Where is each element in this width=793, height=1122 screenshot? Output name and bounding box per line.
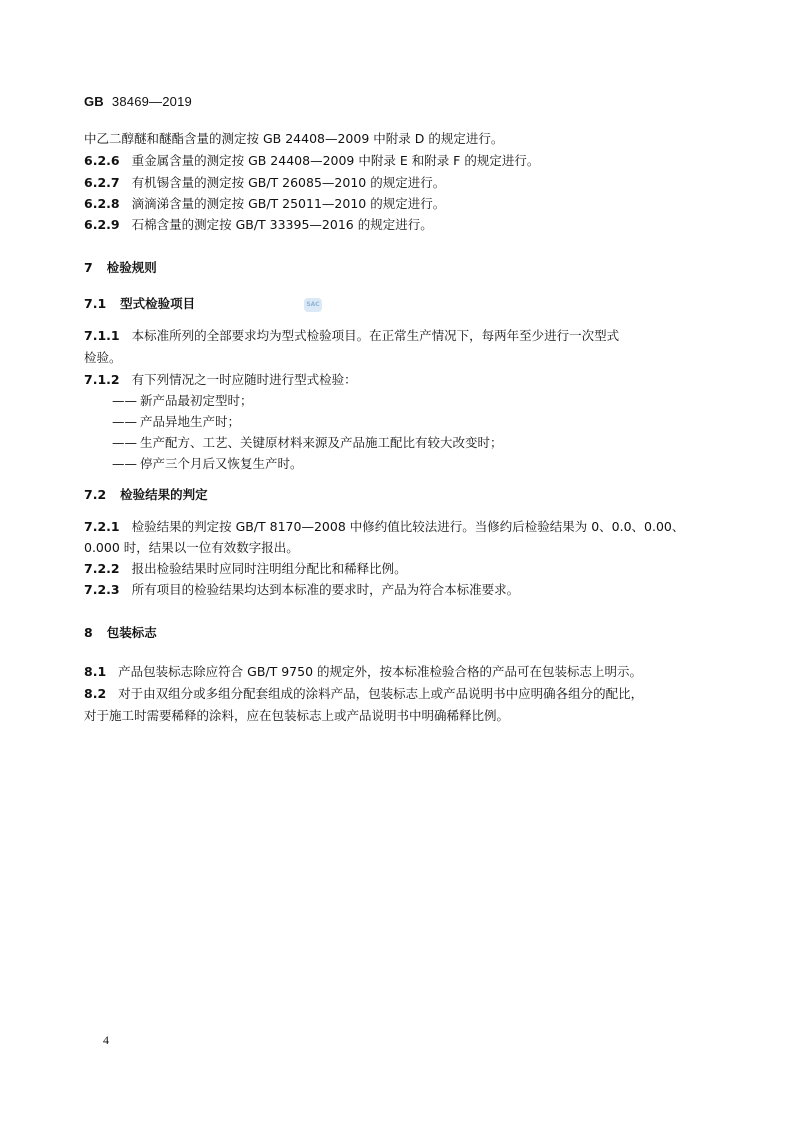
clause-text: 检验结果的判定按 GB/T 8170—2008 中修约值比较法进行。当修约后检验结果为 0、0.0、0.00、 bbox=[131, 519, 685, 534]
clause-number: 7.1.1 bbox=[84, 328, 120, 343]
list-dash: —— bbox=[112, 435, 137, 450]
section-heading-7-1 bbox=[84, 294, 709, 314]
section-number: 8 bbox=[84, 625, 93, 640]
list-item bbox=[112, 454, 709, 474]
section-heading-8 bbox=[84, 623, 709, 643]
list-item bbox=[112, 433, 709, 453]
list-dash: —— bbox=[112, 414, 137, 429]
page-number: 4 bbox=[103, 1033, 109, 1047]
clause-text: 有下列情况之一时应随时进行型式检验： bbox=[131, 372, 357, 387]
clause-8-1 bbox=[84, 662, 709, 682]
clause-text: 滴滴涕含量的测定按 GB/T 25011—2010 的规定进行。 bbox=[131, 196, 446, 211]
list-item-text: 停产三个月后又恢复生产时。 bbox=[140, 456, 303, 471]
clause-number: 8.2 bbox=[84, 686, 107, 701]
section-title: 包装标志 bbox=[106, 625, 157, 640]
clause-7-2-1-continued bbox=[84, 538, 709, 558]
section-title: 型式检验项目 bbox=[120, 296, 196, 311]
clause-number: 8.1 bbox=[84, 664, 107, 679]
section-heading-7-2 bbox=[84, 485, 709, 505]
clause-text: 本标准所列的全部要求均为型式检验项目。在正常生产情况下，每两年至少进行一次型式 bbox=[131, 328, 620, 343]
clause-7-2-1 bbox=[84, 517, 709, 537]
clause-text: 检验。 bbox=[84, 350, 122, 365]
clause-7-1-2 bbox=[84, 370, 709, 390]
clause-number: 7.2.3 bbox=[84, 582, 120, 597]
clause-number: 6.2.6 bbox=[84, 153, 120, 168]
clause-text: 所有项目的检验结果均达到本标准的要求时，产品为符合本标准要求。 bbox=[131, 582, 520, 597]
clause-7-1-1 bbox=[84, 326, 709, 346]
clause-6-2-6 bbox=[84, 151, 709, 171]
clause-text: 中乙二醇醚和醚酯含量的测定按 GB 24408—2009 中附录 D 的规定进行。 bbox=[84, 131, 504, 146]
standard-header bbox=[84, 94, 192, 109]
clause-text: 对于施工时需要稀释的涂料，应在包装标志上或产品说明书中明确稀释比例。 bbox=[84, 708, 510, 723]
clause-6-2-8 bbox=[84, 194, 709, 214]
list-item bbox=[112, 391, 709, 411]
list-item-text: 新产品最初定型时； bbox=[140, 393, 253, 408]
clause-text: 对于由双组分或多组分配套组成的涂料产品，包装标志上或产品说明书中应明确各组分的配比， bbox=[118, 686, 644, 701]
list-dash: —— bbox=[112, 393, 137, 408]
clause-8-2 bbox=[84, 684, 709, 704]
section-number: 7.1 bbox=[84, 296, 107, 311]
list-item-text: 产品异地生产时； bbox=[140, 414, 241, 429]
clause-number: 6.2.9 bbox=[84, 217, 120, 232]
standard-code: GB bbox=[84, 94, 104, 109]
standard-number: 38469—2019 bbox=[111, 94, 192, 109]
clause-7-2-3 bbox=[84, 580, 709, 600]
paragraph-continuation bbox=[84, 129, 709, 149]
clause-number: 7.2.2 bbox=[84, 561, 120, 576]
section-title: 检验规则 bbox=[106, 260, 157, 275]
clause-text: 产品包装标志除应符合 GB/T 9750 的规定外，按本标准检验合格的产品可在包装标志上明示。 bbox=[118, 664, 642, 679]
clause-text: 有机锡含量的测定按 GB/T 26085—2010 的规定进行。 bbox=[131, 175, 446, 190]
section-title: 检验结果的判定 bbox=[120, 487, 208, 502]
section-number: 7.2 bbox=[84, 487, 107, 502]
list-dash: —— bbox=[112, 456, 137, 471]
list-item bbox=[112, 412, 709, 432]
clause-6-2-9 bbox=[84, 215, 709, 235]
clause-text: 报出检验结果时应同时注明组分配比和稀释比例。 bbox=[131, 561, 407, 576]
clause-number: 6.2.7 bbox=[84, 175, 120, 190]
sac-watermark-icon: SAC bbox=[304, 298, 322, 312]
clause-6-2-7 bbox=[84, 173, 709, 193]
clause-7-1-1-continued bbox=[84, 348, 709, 368]
list-item-text: 生产配方、工艺、关键原材料来源及产品施工配比有较大改变时； bbox=[140, 435, 503, 450]
clause-text: 重金属含量的测定按 GB 24408—2009 中附录 E 和附录 F 的规定进行。 bbox=[131, 153, 540, 168]
clause-8-2-continued bbox=[84, 706, 709, 726]
clause-text: 石棉含量的测定按 GB/T 33395—2016 的规定进行。 bbox=[131, 217, 433, 232]
clause-7-2-2 bbox=[84, 559, 709, 579]
clause-text: 0.000 时，结果以一位有效数字报出。 bbox=[84, 540, 299, 555]
section-heading-7 bbox=[84, 258, 709, 278]
section-number: 7 bbox=[84, 260, 93, 275]
clause-number: 7.1.2 bbox=[84, 372, 120, 387]
clause-number: 7.2.1 bbox=[84, 519, 120, 534]
clause-number: 6.2.8 bbox=[84, 196, 120, 211]
